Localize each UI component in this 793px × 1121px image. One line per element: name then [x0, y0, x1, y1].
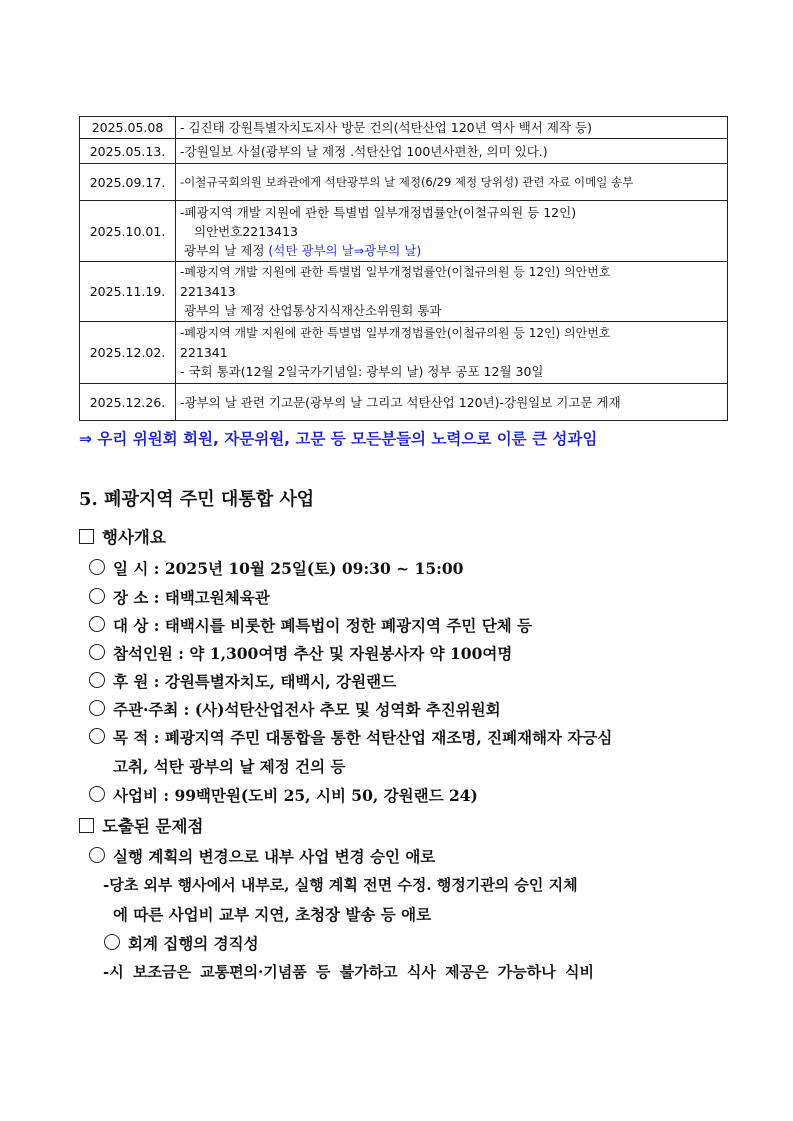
description-line: -폐광지역 개발 지원에 관한 특별법 일부개정법률안(이철규의원 등 12인) 의안번호 [180, 265, 611, 279]
date-cell: 2025.12.26. [80, 384, 176, 421]
table-row [80, 384, 728, 421]
overview-item-sponsor [89, 670, 396, 692]
overview-item-target [89, 614, 532, 636]
description-line: 의안번호2213413 [194, 223, 298, 239]
item-value: 실행 계획의 변경으로 내부 사업 변경 승인 애로 [113, 847, 436, 866]
description-cell [176, 117, 728, 139]
overview-heading [79, 524, 166, 548]
date-cell: 2025.10.01. [80, 201, 176, 262]
overview-item-purpose [89, 726, 612, 748]
checkbox-square-icon [79, 818, 94, 833]
item-label: 사업비 : [113, 786, 175, 805]
overview-heading-text: 행사개요 [102, 528, 166, 547]
description-line: 광부의 날 제정 산업통상지식재산소위원회 통과 [184, 303, 442, 318]
circle-bullet-icon [89, 786, 105, 802]
circle-bullet-icon [89, 700, 105, 716]
checkbox-square-icon [79, 529, 94, 544]
table-row [80, 262, 728, 322]
description-highlight: (석탄 광부의 날⇒광부의 날) [268, 242, 422, 258]
item-label: 목 적 : [113, 728, 165, 747]
description-line: - 김진태 강원특별자치도지사 방문 건의(석탄산업 120년 역사 백서 제작 등) [180, 120, 592, 135]
overview-item-venue [89, 586, 270, 608]
description-cell [176, 164, 728, 201]
description-cell [176, 322, 728, 384]
description-line: - 국회 통과(12월 2일국가기념일: 광부의 날) 정부 공포 12월 30일 [180, 364, 544, 379]
description-text: 광부의 날 제정 [184, 242, 269, 258]
date-cell: 2025.12.02. [80, 322, 176, 384]
section-title: 5. 폐광지역 주민 대통합 사업 [79, 489, 315, 510]
circle-bullet-icon [104, 934, 120, 950]
circle-bullet-icon [89, 644, 105, 660]
item-value: 태백고원체육관 [164, 588, 270, 607]
item-label: 일 시 : [113, 559, 165, 578]
conclusion-note: ⇒ 우리 위원회 회원, 자문위원, 고문 등 모든분들의 노력으로 이룬 큰 성과임 [79, 430, 598, 448]
item-value: 약 1,300여명 추산 및 자원봉사자 약 100여명 [189, 644, 513, 663]
item-label: 장 소 : [113, 588, 165, 607]
item-label: 주관·주최 : [113, 700, 195, 719]
issue-item-plan-change [89, 845, 435, 867]
item-value: 강원특별자치도, 태백시, 강원랜드 [164, 672, 397, 691]
item-label: 참석인원 : [113, 644, 190, 663]
item-value: 2025년 10월 25일(토) 09:30 ~ 15:00 [164, 559, 464, 578]
description-cell [176, 262, 728, 322]
timeline-table [79, 116, 728, 421]
description-line: -광부의 날 관련 기고문(광부의 날 그리고 석탄산업 120년)-강원일보 기고문 게재 [180, 394, 621, 410]
description-line: -폐광지역 개발 지원에 관한 특별법 일부개정법률안(이철규의원 등 12인) [180, 204, 577, 220]
description-cell [176, 201, 728, 262]
item-value: 폐광지역 주민 대통합을 통한 석탄산업 재조명, 진폐재해자 자긍심 [164, 728, 613, 747]
circle-bullet-icon [89, 588, 105, 604]
overview-item-budget [89, 784, 478, 806]
table-row [80, 139, 728, 164]
description-line: -폐광지역 개발 지원에 관한 특별법 일부개정법률안(이철규의원 등 12인) 의안번호 [180, 326, 611, 340]
issue-detail-line: 에 따른 사업비 교부 지연, 초청장 발송 등 애로 [113, 905, 432, 924]
date-cell: 2025.05.13. [80, 139, 176, 164]
circle-bullet-icon [89, 672, 105, 688]
description-line: 2213413 [180, 284, 236, 299]
table-row [80, 117, 728, 139]
circle-bullet-icon [89, 728, 105, 744]
table-row [80, 322, 728, 384]
table-row [80, 201, 728, 262]
description-line [180, 241, 723, 260]
circle-bullet-icon [89, 559, 105, 575]
table-row [80, 164, 728, 201]
overview-item-purpose-continued: 고취, 석탄 광부의 날 제정 건의 등 [113, 757, 346, 776]
issues-heading [79, 813, 203, 837]
item-label: 후 원 : [113, 672, 165, 691]
description-cell [176, 384, 728, 421]
description-line: -강원일보 사설(광부의 날 제정 .석탄산업 100년사편찬, 의미 있다.) [180, 143, 548, 159]
item-value: (사)석탄산업전사 추모 및 성역화 추진위원회 [194, 700, 501, 719]
item-value: 회계 집행의 경직성 [128, 934, 259, 953]
overview-item-attendance [89, 642, 512, 664]
item-value: 태백시를 비롯한 폐특법이 정한 폐광지역 주민 단체 등 [164, 616, 533, 635]
date-cell: 2025.05.08 [80, 117, 176, 139]
description-cell [176, 139, 728, 164]
date-cell: 2025.09.17. [80, 164, 176, 201]
overview-item-date [89, 557, 463, 579]
item-label: 대 상 : [113, 616, 165, 635]
circle-bullet-icon [89, 616, 105, 632]
circle-bullet-icon [89, 847, 105, 863]
issue-detail-line: -당초 외부 행사에서 내부로, 실행 계획 전면 수정. 행정기관의 승인 지체 [103, 876, 578, 894]
issue-item-accounting [104, 932, 259, 954]
date-cell: 2025.11.19. [80, 262, 176, 322]
item-value: 99백만원(도비 25, 시비 50, 강원랜드 24) [174, 786, 478, 805]
overview-item-host [89, 698, 501, 720]
issue-detail-line: -시 보조금은 교통편의·기념품 등 불가하고 식사 제공은 가능하나 식비 [103, 963, 594, 981]
issues-heading-text: 도출된 문제점 [102, 817, 204, 836]
description-line: -이철규국회의원 보좌관에게 석탄광부의 날 제정(6/29 제정 당위성) 관련 자료 이메일 송부 [180, 174, 634, 189]
description-line: 221341 [180, 345, 228, 360]
